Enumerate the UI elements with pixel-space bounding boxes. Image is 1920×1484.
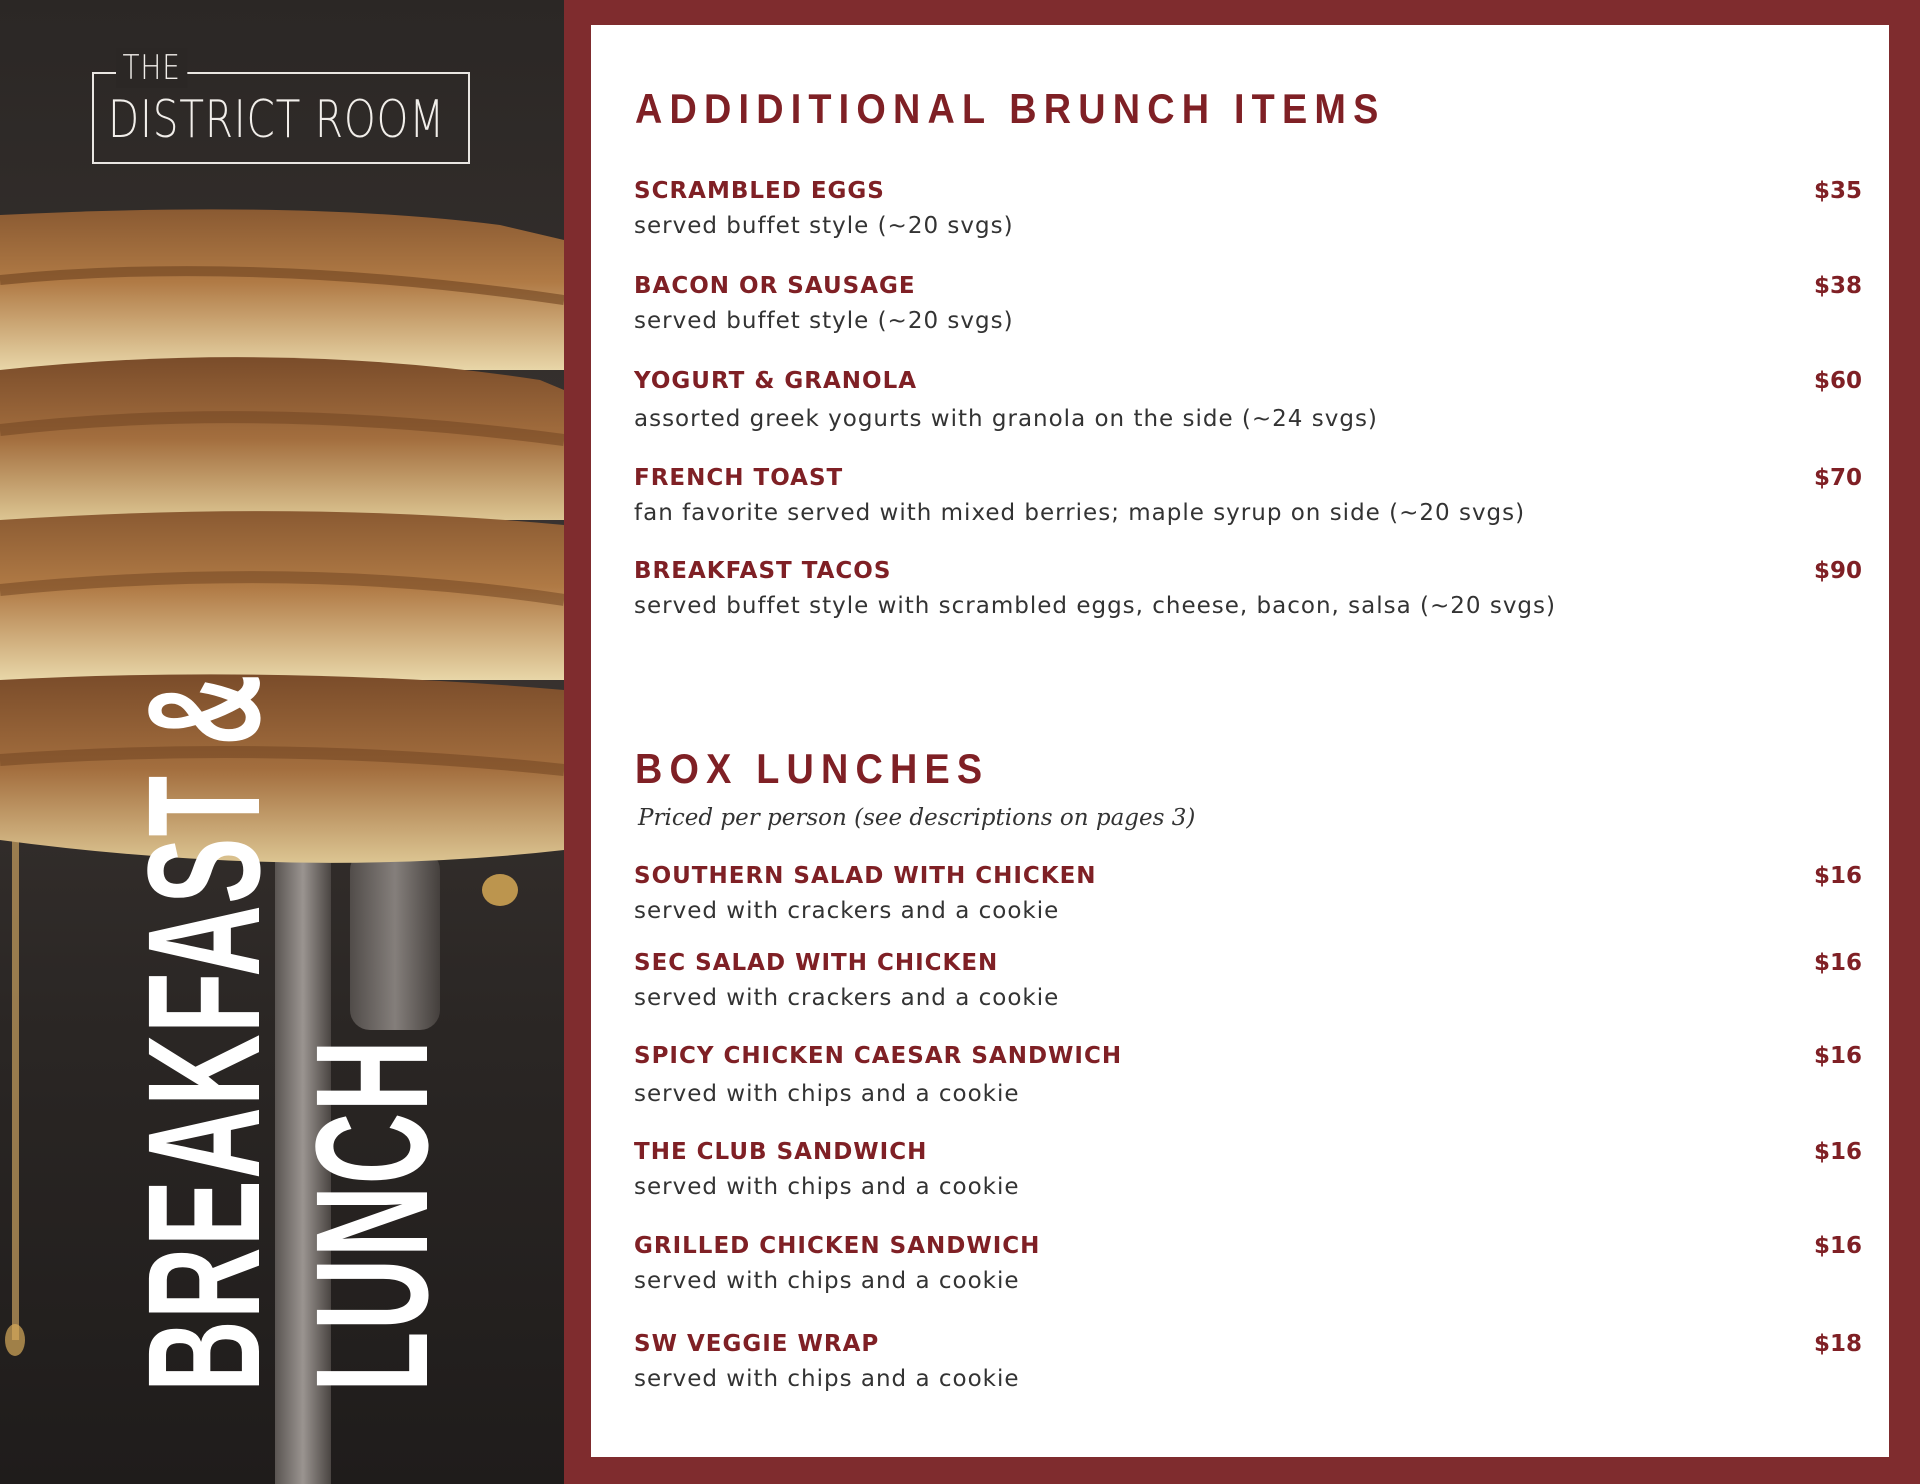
menu-panel (591, 25, 1889, 1457)
brunch-heading: ADDIDITIONAL BRUNCH ITEMS (635, 85, 1386, 132)
page-title-line1: BREAKFAST & (114, 672, 293, 1392)
item-name: SOUTHERN SALAD WITH CHICKEN (634, 863, 1097, 889)
item-description: served buffet style (~20 svgs) (634, 213, 1014, 239)
item-description: served with crackers and a cookie (634, 898, 1060, 924)
lunch-pricing-note: Priced per person (see descriptions on pages 3) (638, 805, 1196, 831)
item-price: $60 (1813, 368, 1862, 394)
item-description: served with chips and a cookie (634, 1174, 1020, 1200)
item-name: THE CLUB SANDWICH (634, 1139, 928, 1165)
menu-item (634, 465, 1862, 535)
item-name: FRENCH TOAST (634, 465, 844, 491)
item-price: $16 (1813, 1139, 1862, 1165)
item-name: SPICY CHICKEN CAESAR SANDWICH (634, 1043, 1123, 1069)
item-price: $38 (1813, 273, 1862, 299)
item-price: $70 (1813, 465, 1862, 491)
menu-item (634, 178, 1862, 248)
district-room-logo (92, 48, 470, 164)
item-description: served buffet style with scrambled eggs, cheese, bacon, salsa (~20 svgs) (634, 593, 1556, 619)
item-name: SEC SALAD WITH CHICKEN (634, 950, 999, 976)
item-description: assorted greek yogurts with granola on the side (~24 svgs) (634, 406, 1378, 432)
item-description: served with chips and a cookie (634, 1081, 1020, 1107)
menu-item (634, 368, 1862, 438)
item-name: GRILLED CHICKEN SANDWICH (634, 1233, 1041, 1259)
item-name: YOGURT & GRANOLA (634, 368, 918, 394)
item-description: served with chips and a cookie (634, 1268, 1020, 1294)
menu-item (634, 950, 1862, 1020)
logo-name-text: DISTRICT ROOM (108, 90, 446, 150)
menu-item (634, 1233, 1862, 1303)
lunch-heading: BOX LUNCHES (635, 745, 990, 792)
item-price: $16 (1813, 863, 1862, 889)
item-description: served with chips and a cookie (634, 1366, 1020, 1392)
item-description: fan favorite served with mixed berries; maple syrup on side (~20 svgs) (634, 500, 1526, 526)
hero-photo-panel (0, 0, 564, 1484)
item-price: $35 (1813, 178, 1862, 204)
menu-item (634, 863, 1862, 933)
menu-item (634, 558, 1862, 628)
menu-item (634, 1331, 1862, 1401)
item-price: $18 (1813, 1331, 1862, 1357)
logo-the-text: THE (116, 48, 187, 88)
page-title (114, 232, 461, 1392)
item-name: SW VEGGIE WRAP (634, 1331, 880, 1357)
item-price: $16 (1813, 1043, 1862, 1069)
item-name: SCRAMBLED EGGS (634, 178, 885, 204)
item-name: BACON OR SAUSAGE (634, 273, 916, 299)
item-description: served with crackers and a cookie (634, 985, 1060, 1011)
item-price: $16 (1813, 950, 1862, 976)
page-title-line2: LUNCH (282, 1038, 461, 1392)
menu-item (634, 1043, 1862, 1113)
item-description: served buffet style (~20 svgs) (634, 308, 1014, 334)
menu-item (634, 1139, 1862, 1209)
item-name: BREAKFAST TACOS (634, 558, 892, 584)
item-price: $16 (1813, 1233, 1862, 1259)
item-price: $90 (1813, 558, 1862, 584)
menu-item (634, 273, 1862, 343)
